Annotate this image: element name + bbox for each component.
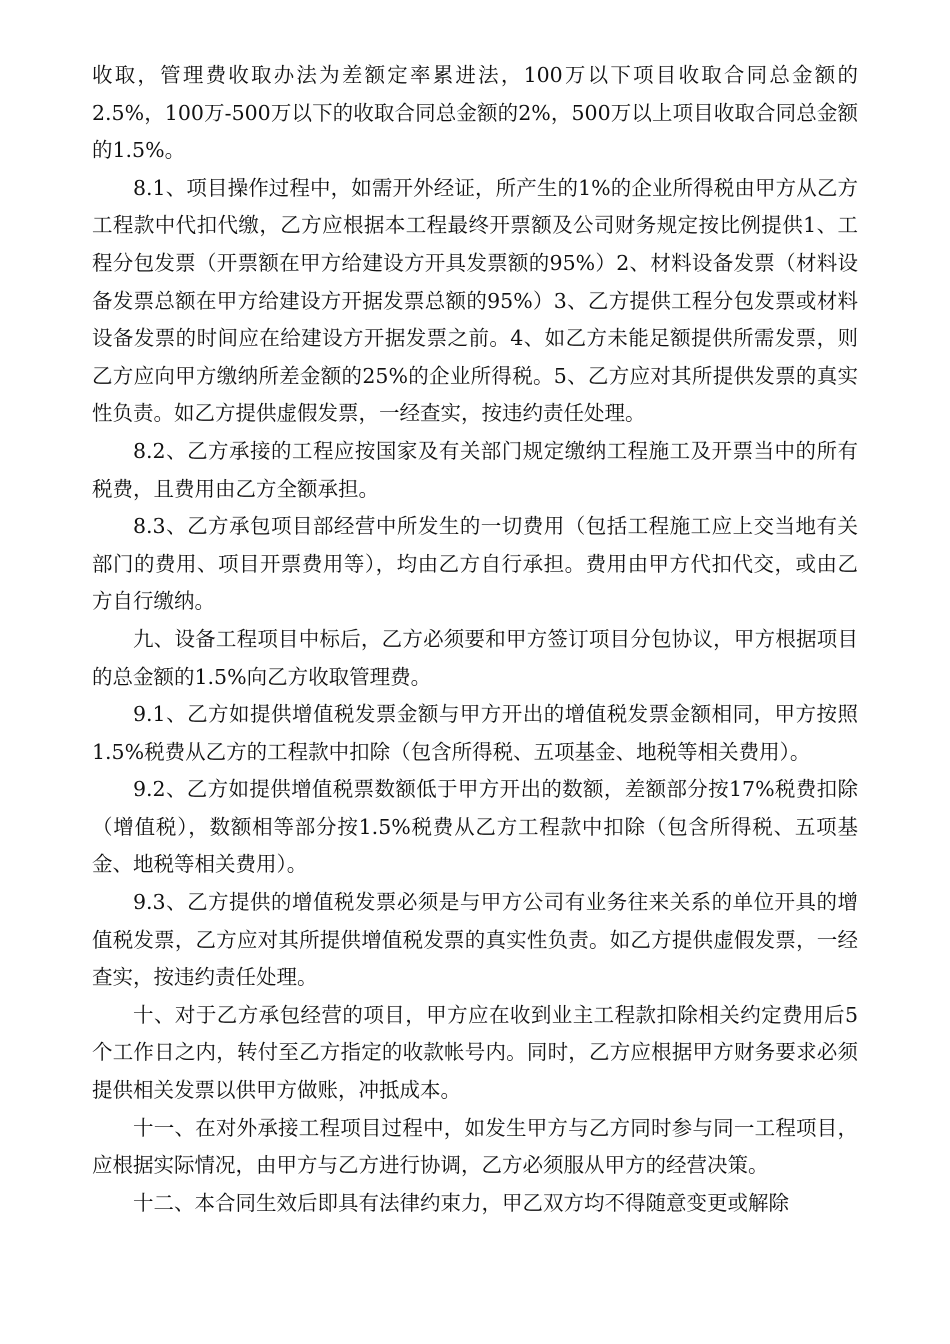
paragraph-management-fee: 收取，管理费收取办法为差额定率累进法，100万以下项目收取合同总金额的2.5%，100万-500万以下的收取合同总金额的2%，500万以上项目收取合同总金额的1.5%。 (92, 63, 858, 163)
paragraph-8-3: 8.3、乙方承包项目部经营中所发生的一切费用（包括工程施工应上交当地有关部门的费用、项目开票费用等），均由乙方自行承担。费用由甲方代扣代交，或由乙方自行缴纳。 (92, 514, 858, 614)
paragraph-10: 十、对于乙方承包经营的项目，甲方应在收到业主工程款扣除相关约定费用后5个工作日之内，转付至乙方指定的收款帐号内。同时，乙方应根据甲方财务要求必须提供相关发票以供甲方做账，冲抵成本。 (92, 1002, 858, 1103)
paragraph-9: 九、设备工程项目中标后，乙方必须要和甲方签订项目分包协议，甲方根据项目的总金额的1.5%向乙方收取管理费。 (92, 626, 858, 689)
paragraph-9-1: 9.1、乙方如提供增值税发票金额与甲方开出的增值税发票金额相同，甲方按照1.5%税费从乙方的工程款中扣除（包含所得税、五项基金、地税等相关费用）。 (92, 702, 858, 764)
paragraph-8-2: 8.2、乙方承接的工程应按国家及有关部门规定缴纳工程施工及开票当中的所有税费，且费用由乙方全额承担。 (92, 438, 858, 501)
paragraph-8-1: 8.1、项目操作过程中，如需开外经证，所产生的1%的企业所得税由甲方从乙方工程款中代扣代缴，乙方应根据本工程最终开票额及公司财务规定按比例提供1、工程分包发票（开票额在甲方给建设方开具发票额的95%）2、材料设备发票（材料设备发票总额在甲方给建设方开据发票总额的95%）3、乙方提供工程分包发票或材料设备发票的时间应在给建设方开据发票之前。4、如乙方未能足额提供所需发票，则乙方应向甲方缴纳所差金额的25%的企业所得税。5、乙方应对其所提供发票的真实性负责。如乙方提供虚假发票，一经查实，按违约责任处理。 (92, 175, 858, 426)
paragraph-9-3: 9.3、乙方提供的增值税发票必须是与甲方公司有业务往来关系的单位开具的增值税发票，乙方应对其所提供增值税发票的真实性负责。如乙方提供虚假发票，一经查实，按违约责任处理。 (92, 890, 858, 990)
document-body (92, 57, 858, 1222)
paragraph-12: 十二、本合同生效后即具有法律约束力，甲乙双方均不得随意变更或解除 (133, 1190, 789, 1215)
paragraph-11: 十一、在对外承接工程项目过程中，如发生甲方与乙方同时参与同一工程项目，应根据实际情况，由甲方与乙方进行协调，乙方必须服从甲方的经营决策。 (92, 1115, 858, 1178)
paragraph-9-2: 9.2、乙方如提供增值税票数额低于甲方开出的数额，差额部分按17%税费扣除（增值税），数额相等部分按1.5%税费从乙方工程款中扣除（包含所得税、五项基金、地税等相关费用）。 (92, 777, 858, 877)
